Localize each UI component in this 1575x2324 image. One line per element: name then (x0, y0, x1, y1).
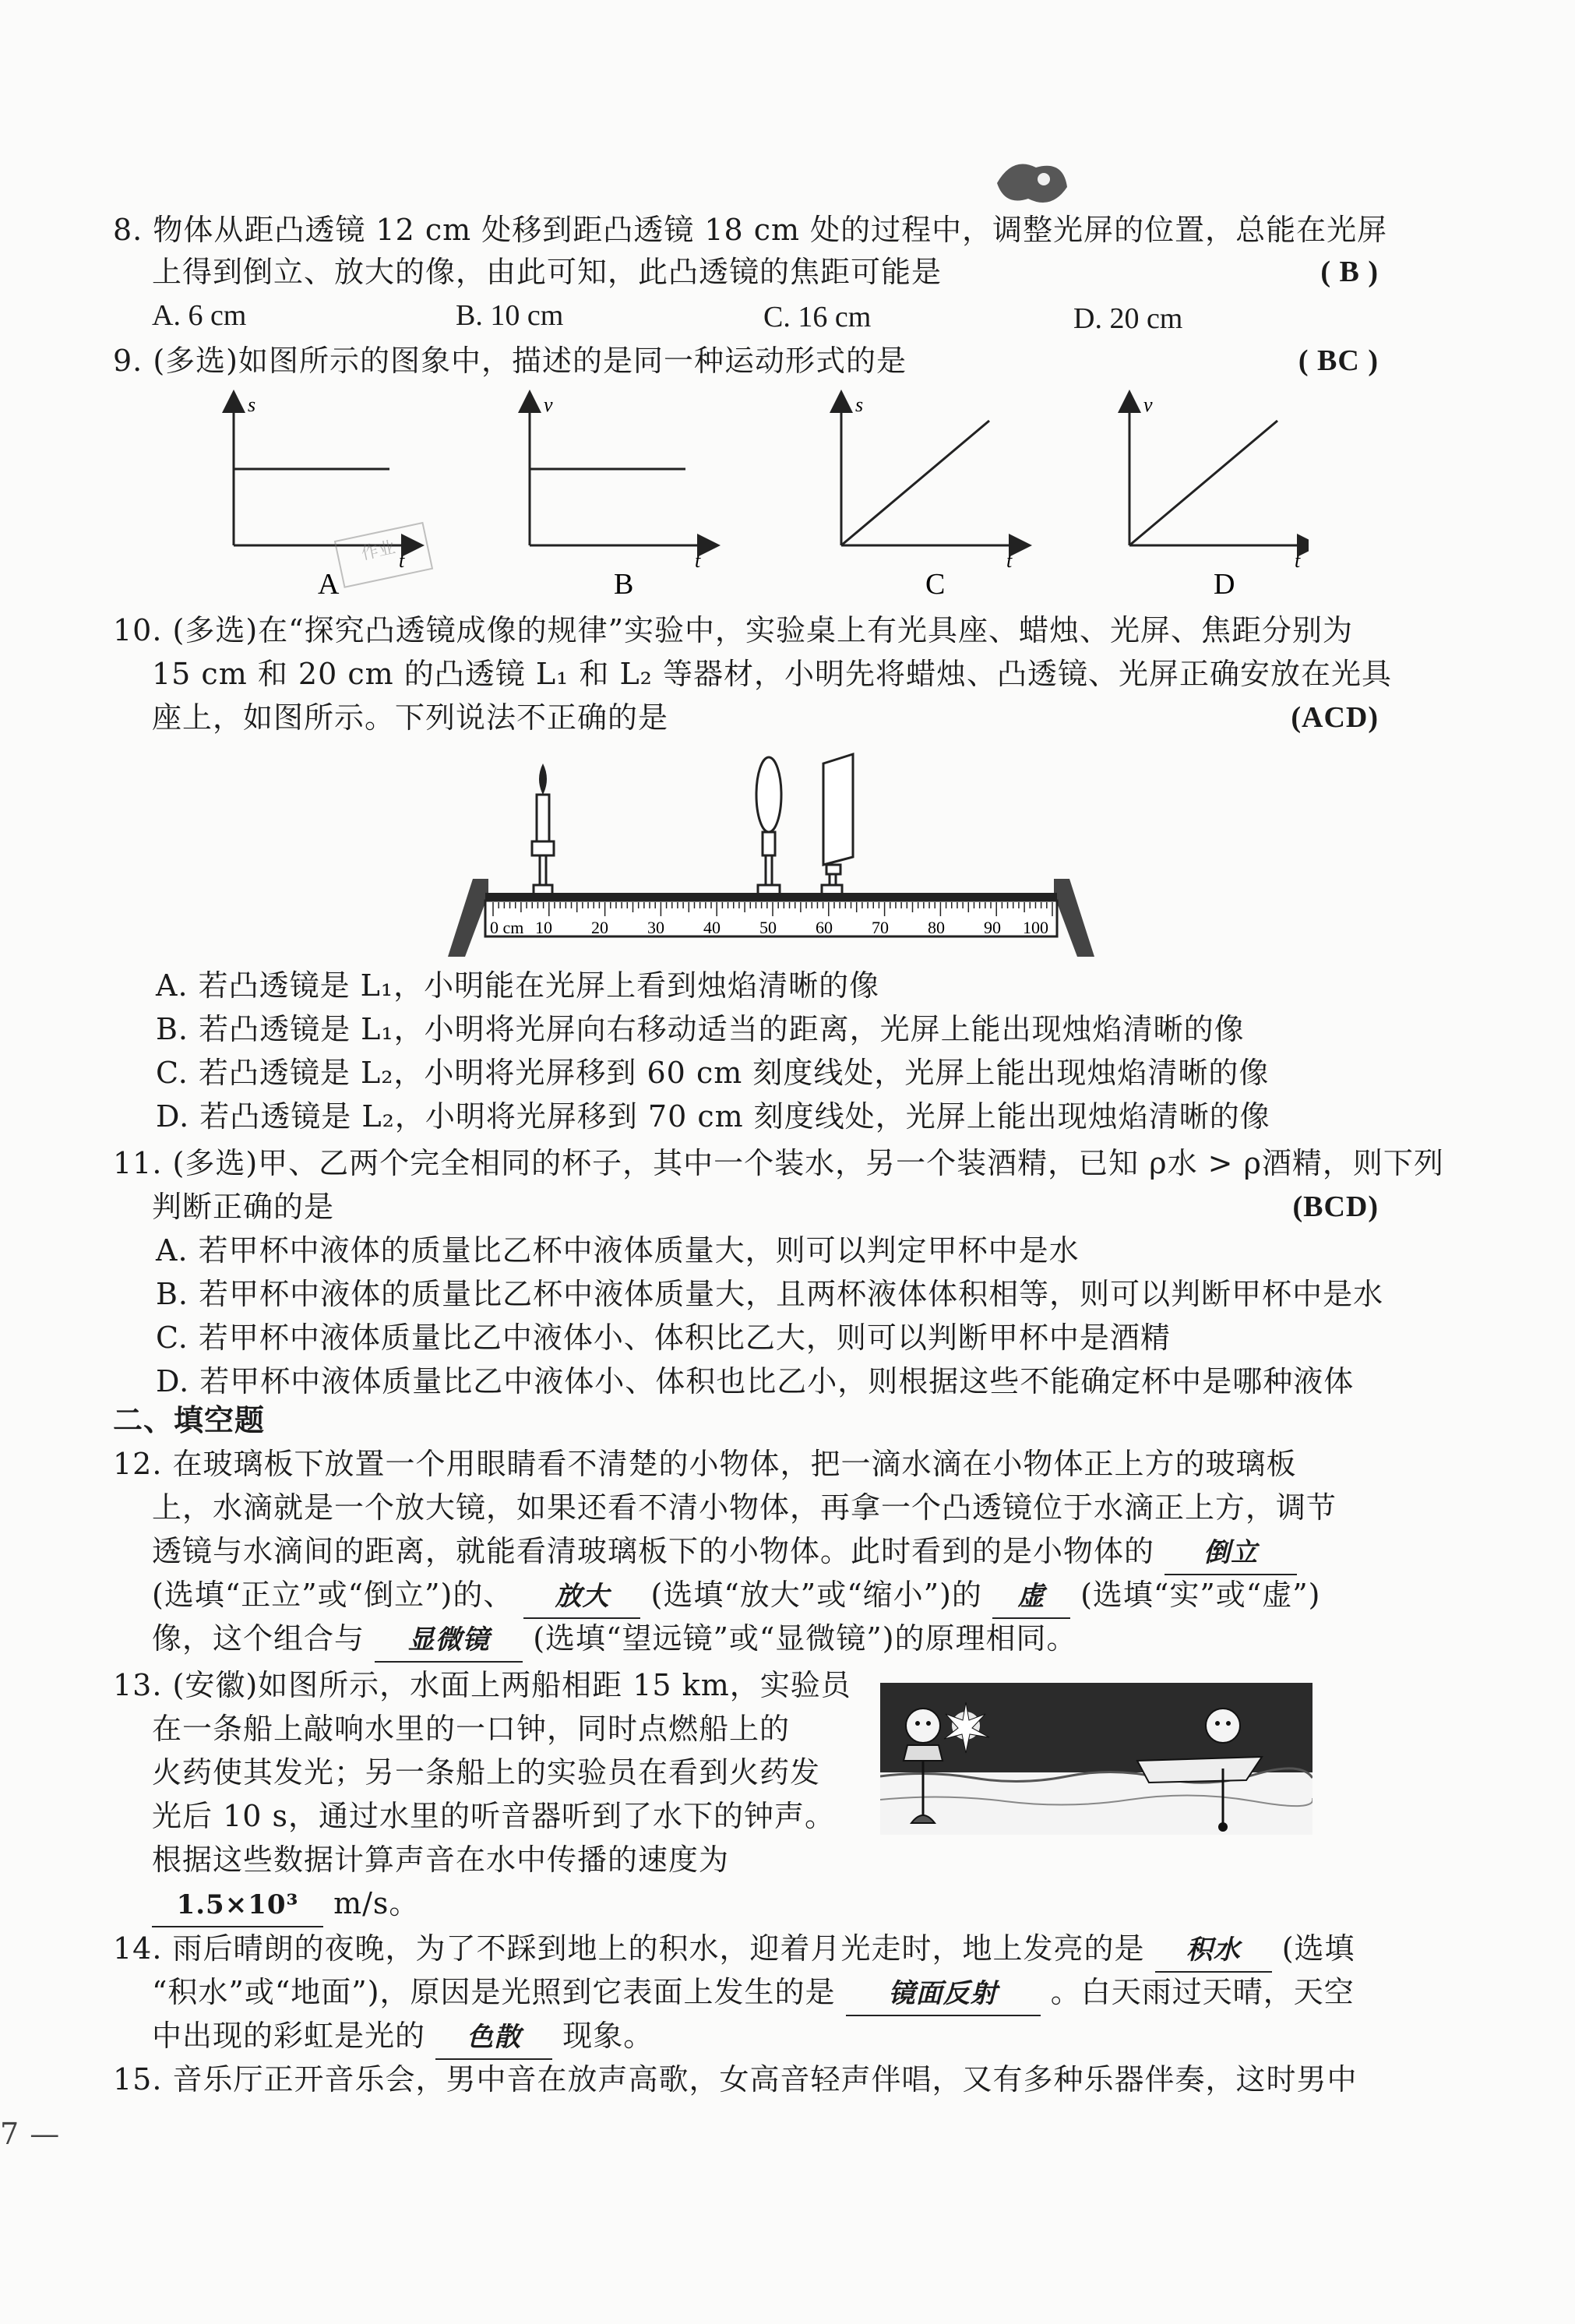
q12-line5a: 像，这个组合与 (152, 1621, 365, 1656)
tick-label-60: 60 (816, 918, 833, 937)
q13-line4: 光后 10 s，通过水里的听音器听到了水下的钟声。 (152, 1799, 836, 1833)
q14-line1a: 14. 雨后晴朗的夜晚，为了不踩到地上的积水，迎着月光走时，地上发亮的是 (113, 1931, 1145, 1966)
q14-line2a: “积水”或“地面”)，原因是光照到它表面上发生的是 (152, 1975, 836, 2009)
light-screen (822, 754, 853, 894)
graph-a (234, 393, 413, 601)
q11-line2 (152, 1186, 1379, 1228)
tick-label-0: 0 cm (490, 918, 524, 937)
q14-line3b: 现象。 (562, 2019, 654, 2053)
q10-answer: (ACD) (1291, 701, 1379, 734)
tick-label-90: 90 (984, 918, 1001, 937)
graph-c-x-label: t (1006, 549, 1013, 572)
q12-line1: 12. 在玻璃板下放置一个用眼睛看不清楚的小物体，把一滴水滴在小物体正上方的玻璃板 (113, 1447, 1297, 1481)
tick-label-10: 10 (535, 918, 552, 937)
q8-line2-text: 上得到倒立、放大的像，由此可知，此凸透镜的焦距可能是 (152, 255, 943, 289)
q8-option-a: A. 6 cm (152, 299, 247, 332)
q12-line4b: (选填“放大”或“缩小”)的 (650, 1578, 982, 1612)
q12-blank-2[interactable]: 放大 (523, 1575, 640, 1619)
q12-line3 (152, 1530, 1297, 1575)
q9-answer: ( BC ) (1298, 344, 1379, 377)
graph-b-label: B (614, 568, 634, 601)
q8-option-c: C. 16 cm (763, 301, 872, 333)
graph-a-x-label: t (399, 549, 405, 572)
q12-line4a: (选填“正立”或“倒立”)的、 (152, 1578, 514, 1612)
q10-line2: 15 cm 和 20 cm 的凸透镜 L₁ 和 L₂ 等器材，小明先将蜡烛、凸透镜、光屏正确安放在光具 (152, 657, 1392, 691)
tick-label-30: 30 (647, 918, 664, 937)
graph-b-x-label: t (695, 549, 701, 572)
q14-line1 (113, 1927, 1355, 1973)
q10-line1: 10. (多选)在“探究凸透镜成像的规律”实验中，实验桌上有光具座、蜡烛、光屏、焦距分别为 (113, 613, 1354, 647)
graph-d-y-label: v (1143, 393, 1153, 416)
q9-line (113, 340, 1379, 382)
q14-line2 (152, 1971, 1355, 2016)
ink-smudge (989, 152, 1075, 214)
q13-line5: 根据这些数据计算声音在水中传播的速度为 (152, 1843, 730, 1877)
watermark-stamp (335, 523, 432, 587)
q10-option-b: B. 若凸透镜是 L₁，小明将光屏向右移动适当的距离，光屏上能出现烛焰清晰的像 (156, 1012, 1245, 1046)
q12-blank-4[interactable]: 显微镜 (375, 1619, 523, 1663)
q13-line1: 13. (安徽)如图所示，水面上两船相距 15 km，实验员 (113, 1668, 851, 1702)
graph-b-y-label: v (544, 393, 553, 416)
graph-d-x-label: t (1295, 549, 1301, 572)
q12-blank-3[interactable]: 虚 (992, 1575, 1070, 1619)
graph-a-y-label: s (248, 393, 256, 416)
q14-line3 (152, 2015, 654, 2060)
q8-answer: ( B ) (1320, 256, 1379, 288)
q13-line6 (152, 1882, 419, 1927)
tick-label-20: 20 (591, 918, 608, 937)
tick-label-40: 40 (703, 918, 721, 937)
q11-option-c: C. 若甲杯中液体质量比乙中液体小、体积比乙大，则可以判断甲杯中是酒精 (156, 1321, 1171, 1355)
q10-option-d: D. 若凸透镜是 L₂，小明将光屏移到 70 cm 刻度线处，光屏上能出现烛焰清晰的像 (156, 1099, 1270, 1134)
candle (532, 763, 554, 894)
q8-option-b: B. 10 cm (456, 299, 564, 332)
q12-blank-1[interactable]: 倒立 (1165, 1532, 1297, 1575)
q10-line3-text: 座上，如图所示。下列说法不正确的是 (152, 700, 669, 735)
q12-line5b: (选填“望远镜”或“显微镜”)的原理相同。 (533, 1621, 1077, 1656)
q13-blank[interactable]: 1.5×10³ (152, 1884, 323, 1927)
q12-line4 (152, 1574, 1320, 1619)
q12-line3-text: 透镜与水滴间的距离，就能看清玻璃板下的小物体。此时看到的是小物体的 (152, 1534, 1155, 1568)
q8-option-d: D. 20 cm (1073, 302, 1183, 335)
q13-line2: 在一条船上敲响水里的一口钟，同时点燃船上的 (152, 1712, 791, 1746)
q8-line2 (152, 251, 1379, 293)
boats-illustration (880, 1683, 1312, 1835)
q8-line1: 8. 物体从距凸透镜 12 cm 处移到距凸透镜 18 cm 处的过程中，调整光屏的位置，总能在光屏 (113, 213, 1388, 247)
q14-blank-1[interactable]: 积水 (1155, 1929, 1272, 1973)
q13-line3: 火药使其发光；另一条船上的实验员在看到火药发 (152, 1755, 821, 1790)
q11-option-b: B. 若甲杯中液体的质量比乙杯中液体质量大，且两杯液体体积相等，则可以判断甲杯中是水 (156, 1277, 1384, 1311)
q12-line2: 上，水滴就是一个放大镜，如果还看不清小物体，再拿一个凸透镜位于水滴正上方，调节 (152, 1490, 1337, 1525)
q12-line5 (152, 1617, 1077, 1663)
q10-option-c: C. 若凸透镜是 L₂，小明将光屏移到 60 cm 刻度线处，光屏上能出现烛焰清晰的像 (156, 1056, 1270, 1090)
q11-line2-text: 判断正确的是 (152, 1190, 335, 1224)
watermark-text: 作业 (359, 537, 397, 563)
graph-d (1129, 393, 1309, 601)
q14-line1b: (选填 (1281, 1931, 1355, 1966)
q14-blank-2[interactable]: 镜面反射 (846, 1973, 1041, 2016)
tick-label-50: 50 (759, 918, 777, 937)
tick-label-70: 70 (872, 918, 889, 937)
tick-label-100: 100 (1023, 918, 1048, 937)
q9-text: 9. (多选)如图所示的图象中，描述的是同一种运动形式的是 (113, 344, 907, 378)
graph-c-label: C (925, 568, 946, 601)
graph-c (841, 393, 1020, 601)
q11-option-d: D. 若甲杯中液体质量比乙中液体小、体积也比乙小，则根据这些不能确定杯中是哪种液体 (156, 1364, 1355, 1398)
graph-b (530, 393, 709, 601)
q14-line2b: 。白天雨过天晴，天空 (1050, 1975, 1355, 2009)
q12-line4c: (选填“实”或“虚”) (1080, 1578, 1321, 1612)
q13-unit: m/s。 (333, 1886, 420, 1920)
q15-line1: 15. 音乐厅正开音乐会，男中音在放声高歌，女高音轻声伴唱，又有多种乐器伴奏，这时男中 (113, 2062, 1358, 2097)
page-number: 7 — (0, 2117, 61, 2151)
q11-option-a: A. 若甲杯中液体的质量比乙杯中液体质量大，则可以判定甲杯中是水 (156, 1233, 1080, 1268)
q11-line1: 11. (多选)甲、乙两个完全相同的杯子，其中一个装水，另一个装酒精，已知 ρ水 > ρ酒精，则下列 (113, 1146, 1444, 1180)
graph-c-y-label: s (855, 393, 864, 416)
graph-d-label: D (1214, 568, 1235, 601)
section-heading-fill-blank: 二、填空题 (113, 1402, 266, 1437)
q10-line3 (152, 696, 1379, 739)
q10-option-a: A. 若凸透镜是 L₁，小明能在光屏上看到烛焰清晰的像 (156, 968, 880, 1003)
q14-line3a: 中出现的彩虹是光的 (152, 2019, 426, 2053)
optical-bench-figure (432, 748, 1110, 962)
convex-lens (756, 757, 781, 894)
tick-label-80: 80 (928, 918, 945, 937)
q9-graphs (203, 390, 1309, 608)
q14-blank-3[interactable]: 色散 (435, 2016, 552, 2060)
q11-answer: (BCD) (1292, 1190, 1379, 1223)
graph-a-label: A (318, 568, 340, 601)
